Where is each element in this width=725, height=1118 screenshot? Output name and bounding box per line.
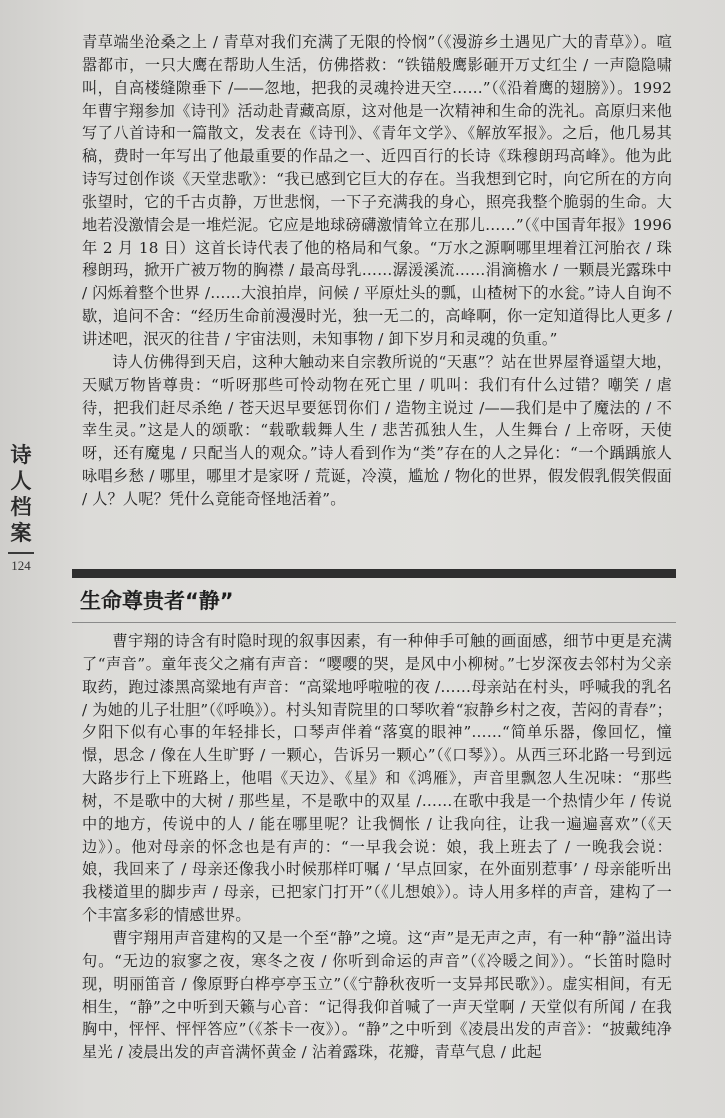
section-heading: 生命尊贵者“静” bbox=[80, 589, 234, 613]
book-section-title bbox=[4, 442, 38, 546]
section-heading-underline bbox=[72, 622, 676, 623]
page-number: 124 bbox=[11, 558, 31, 573]
sidebar-title-char: 人 bbox=[10, 469, 32, 493]
body-text-bottom bbox=[82, 630, 672, 1064]
sidebar-title-char: 档 bbox=[10, 495, 32, 519]
paragraph: 青草端坐沧桑之上 / 青草对我们充满了无限的怜悯”（《漫游乡土遇见广大的青草》）。喧嚣都市，一只大鹰在帮助人生活，仿佛搭救：“铁锚般鹰影砸开万丈红尘 / 一声隐隐啸叫，自高楼缝隙垂下 /——忽地，把我的灵魂拎进天空……”（《沿着鹰的翅膀》）。1992 年曹宇翔参加《诗刊》活动赴青藏高原，这对他是一次精神和生命的洗礼。高原归来他写了八首诗和一篇散文，发表在《诗刊》、《青年文学》、《解放军报》。之后，他几易其稿，费时一年写出了他最重要的作品之一、近四百行的长诗《珠穆朗玛高峰》。他为此诗写过创作谈《天堂悲歌》：“我已感到它巨大的存在。当我想到它时，向它所在的方向张望时，它的千古贞静，万世悲悯，一下子充满我的身心，照亮我整个脆弱的生命。大地若没激情会是一堆烂泥。它应是地球磅礴激情耸立在那儿……”（《中国青年报》1996 年 2 月 18 日）这首长诗代表了他的格局和气象。“万水之源啊哪里埋着江河胎衣 / 珠穆朗玛，掀开广被万物的胸襟 / 最高母乳……潺湲溪流……涓滴檐水 / 一颗晨光露珠中 / 闪烁着整个世界 /……大浪拍岸，问候 / 平原灶头的瓢，山楂树下的水瓮。”诗人自询不歇，追问不舍：“经历生命前漫漫时光，独一无二的，高峰啊，你一定知道得比人更多 / 讲述吧，泯灭的往昔 / 宇宙法则，未知事物 / 卸下岁月和灵魂的负重。” bbox=[82, 33, 672, 348]
sidebar-title-char: 案 bbox=[10, 521, 32, 545]
section-divider-bar bbox=[72, 569, 676, 578]
paragraph: 曹宇翔的诗含有时隐时现的叙事因素，有一种伸手可触的画面感，细节中更是充满了“声音”。童年丧父之痛有声音：“嘤嘤的哭，是风中小柳树。”七岁深夜去邻村为父亲取药，跑过漆黑高粱地有声音：“高粱地呼啦啦的夜 /……母亲站在村头，呼喊我的乳名 / 为她的儿子壮胆”（《呼唤》）。村头知青院里的口琴吹着“寂静乡村之夜，苦闷的青春”；夕阳下似有心事的年轻排长，口琴声伴着“落寞的眼神”……“简单乐器，像回忆，憧憬，思念 / 像在人生旷野 / 一颗心，告诉另一颗心”（《口琴》）。从西三环北路一号到远大路步行上下班路上，他唱《天边》、《星》和《鸿雁》，声音里飘忽人生况味：“那些树，不是歌中的大树 / 那些星，不是歌中的双星 /……在歌中我是一个热情少年 / 传说中的地方，传说中的人 / 能在哪里呢？让我惆怅 / 让我向往，让我一遍遍喜欢”（《天边》）。他对母亲的怀念也是有声的：“一早我会说：娘，我上班去了 / 一晚我会说：娘，我回来了 / 母亲还像我小时候那样叮嘱 / ‘早点回家，在外面别惹事’ / 母亲能听出我楼道里的脚步声 / 母亲，已把家门打开”（《儿想娘》）。诗人用多样的声音，建构了一个丰富多彩的情感世界。 bbox=[82, 632, 672, 925]
running-header-sidebar bbox=[4, 442, 38, 574]
paragraph: 诗人仿佛得到天启，这种大触动来自宗教所说的“天惠”？站在世界屋脊遥望大地，天赋万物皆尊贵：“听呀那些可怜动物在死亡里 / 叽叫：我们有什么过错？嘲笑 / 虐待，把我们赶尽杀绝 / 苍天迟早要惩罚你们 / 造物主说过 /——我们是中了魔法的 / 不幸生灵。”这是人的颂歌：“载歌载舞人生 / 悲苦孤独人生，人生舞台 / 上帝呀，天使呀，还有魔鬼 / 只配当人的观众。”诗人看到作为“类”存在的人之异化：“一个踽踽旅人咏唱乡愁 / 哪里，哪里才是家呀 / 荒诞，冷漠，尴尬 / 物化的世界，假发假乳假笑假面 / 人？人呢？凭什么竟能奇怪地活着”。 bbox=[82, 352, 672, 508]
paragraph: 曹宇翔用声音建构的又是一个至“静”之境。这“声”是无声之声，有一种“静”溢出诗句。“无边的寂寥之夜，寒冬之夜 / 你听到命运的声音”（《冷暖之间》）。“长笛时隐时现，明丽笛音 / 像原野白桦亭亭玉立”（《宁静秋夜听一支异邦民歌》）。虚实相间，有无相生，“静”之中听到天籁与心音：“记得我仰首喊了一声天堂啊 / 天堂似有所闻 / 在我胸中，怦怦、怦怦答应”（《茶卡一夜》）。“静”之中听到《凌晨出发的声音》：“披戴纯净星光 / 凌晨出发的声音满怀黄金 / 沾着露珠，花瓣，青草气息 / 此起 bbox=[82, 928, 672, 1062]
sidebar-divider bbox=[8, 552, 34, 554]
body-text-top bbox=[82, 31, 672, 511]
sidebar-title-char: 诗 bbox=[10, 443, 32, 467]
